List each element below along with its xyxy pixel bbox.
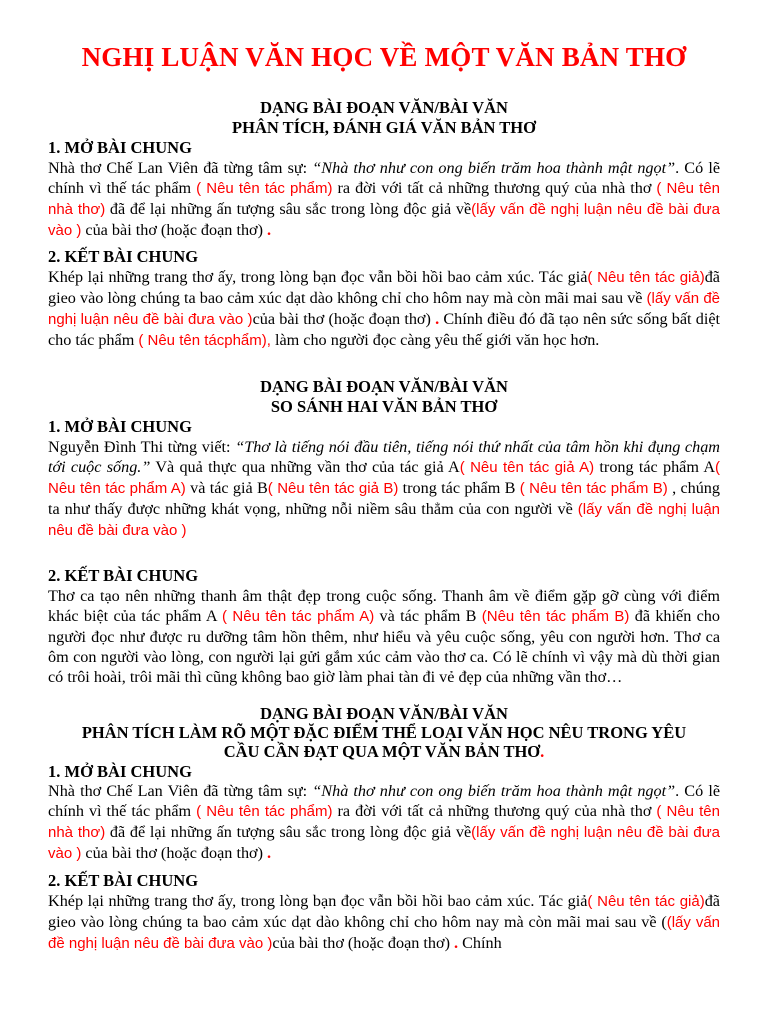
section-1-closing-paragraph: Khép lại những trang thơ ấy, trong lòng bạn đọc vẫn bồi hồi bao cảm xúc. Tác giả( Nêu tên tác giả)đã gieo vào lòng chúng ta bao cảm xúc dạt dào không chỉ cho hôm nay mà còn mãi mai sau về (lấy vấn đề nghị luận nêu đề bài đưa vào )của bài thơ (hoặc đoạn thơ) . Chính điều đó đã tạo nên sức sống bất diệt cho tác phẩm ( Nêu tên tácphẩm), làm cho người đọc càng yêu thế giới văn học hơn. [48,268,721,349]
section-3-opening-heading: 1. MỞ BÀI CHUNG [48,762,192,781]
section-1-heading-line-1: DẠNG BÀI ĐOẠN VĂN/BÀI VĂN [260,98,508,117]
section-3-heading-line-1: DẠNG BÀI ĐOẠN VĂN/BÀI VĂN [260,704,508,723]
section-3-closing-paragraph: Khép lại những trang thơ ấy, trong lòng bạn đọc vẫn bồi hồi bao cảm xúc. Tác giả( Nêu tên tác giả)đã gieo vào lòng chúng ta bao cảm xúc dạt dào không chỉ cho hôm nay mà còn mãi mai sau về ((lấy vấn đề nghị luận nêu đề bài đưa vào )của bài thơ (hoặc đoạn thơ) . Chính [48,892,720,952]
section-2-heading-line-1: DẠNG BÀI ĐOẠN VĂN/BÀI VĂN [260,377,508,396]
section-2-opening-paragraph: Nguyễn Đình Thi từng viết: “Thơ là tiếng nói đầu tiên, tiếng nói thứ nhất của tâm hồn khi đụng chạm tới cuộc sống.” Và quả thực qua những vần thơ của tác giả A( Nêu tên tác giả A) trong tác phẩm A( Nêu tên tác phẩm A) và tác giả B( Nêu tên tác giả B) trong tác phẩm B ( Nêu tên tác phẩm B) , chúng ta như thấy được những khát vọng, những nỗi niềm sâu thẳm của con người về (lấy vấn đề nghị luận nêu đề bài đưa vào ) [48,438,721,539]
section-3-closing-heading: 2. KẾT BÀI CHUNG [48,871,199,890]
section-1-heading-line-2: PHÂN TÍCH, ĐÁNH GIÁ VĂN BẢN THƠ [232,118,536,137]
page-title: NGHỊ LUẬN VĂN HỌC VỀ MỘT VĂN BẢN THƠ [81,42,687,72]
section-2-heading-line-2: SO SÁNH HAI VĂN BẢN THƠ [270,397,498,416]
section-1-closing-heading: 2. KẾT BÀI CHUNG [48,247,199,266]
section-3-heading-line-2: PHÂN TÍCH LÀM RÕ MỘT ĐẶC ĐIỂM THỂ LOẠI VĂN HỌC NÊU TRONG YÊU [81,723,687,742]
section-2-closing-heading: 2. KẾT BÀI CHUNG [48,566,199,585]
section-3-heading-line-3: CẦU CẦN ĐẠT QUA MỘT VĂN BẢN THƠ. [223,742,545,761]
section-1-opening-heading: 1. MỞ BÀI CHUNG [48,138,192,157]
section-2-closing-paragraph: Thơ ca tạo nên những thanh âm thật đẹp trong cuộc sống. Thanh âm về điểm gặp gỡ cùng với điểm khác biệt của tác phẩm A ( Nêu tên tác phẩm A) và tác phẩm B (Nêu tên tác phẩm B) đã khiến cho người đọc như được ru dưỡng tâm hồn thêm, như hiểu và yêu cuộc sống, yêu con người hơn. Thơ ca ôm con người vào lòng, con người lại gửi gắm xúc cảm vào thơ ca. Có lẽ chính vì vậy mà dù thời gian có trôi hoài, trôi mãi thì cũng không bao giờ làm phai tàn đi vẻ đẹp của những vần thơ… [48,587,720,686]
section-2-opening-heading: 1. MỞ BÀI CHUNG [48,417,192,436]
section-3-opening-paragraph: Nhà thơ Chế Lan Viên đã từng tâm sự: “Nhà thơ như con ong biến trăm hoa thành mật ngọt”. Có lẽ chính vì thế tác phẩm ( Nêu tên tác phẩm) ra đời với tất cả những thương quý của nhà thơ ( Nêu tên nhà thơ) đã để lại những ấn tượng sâu sắc trong lòng độc giả về(lấy vấn đề nghị luận nêu đề bài đưa vào ) của bài thơ (hoặc đoạn thơ) . [48,782,720,862]
section-1-opening-paragraph: Nhà thơ Chế Lan Viên đã từng tâm sự: “Nhà thơ như con ong biến trăm hoa thành mật ngọt”. Có lẽ chính vì thế tác phẩm ( Nêu tên tác phẩm) ra đời với tất cả những thương quý của nhà thơ ( Nêu tên nhà thơ) đã để lại những ấn tượng sâu sắc trong lòng độc giả về(lấy vấn đề nghị luận nêu đề bài đưa vào ) của bài thơ (hoặc đoạn thơ) . [48,159,720,239]
